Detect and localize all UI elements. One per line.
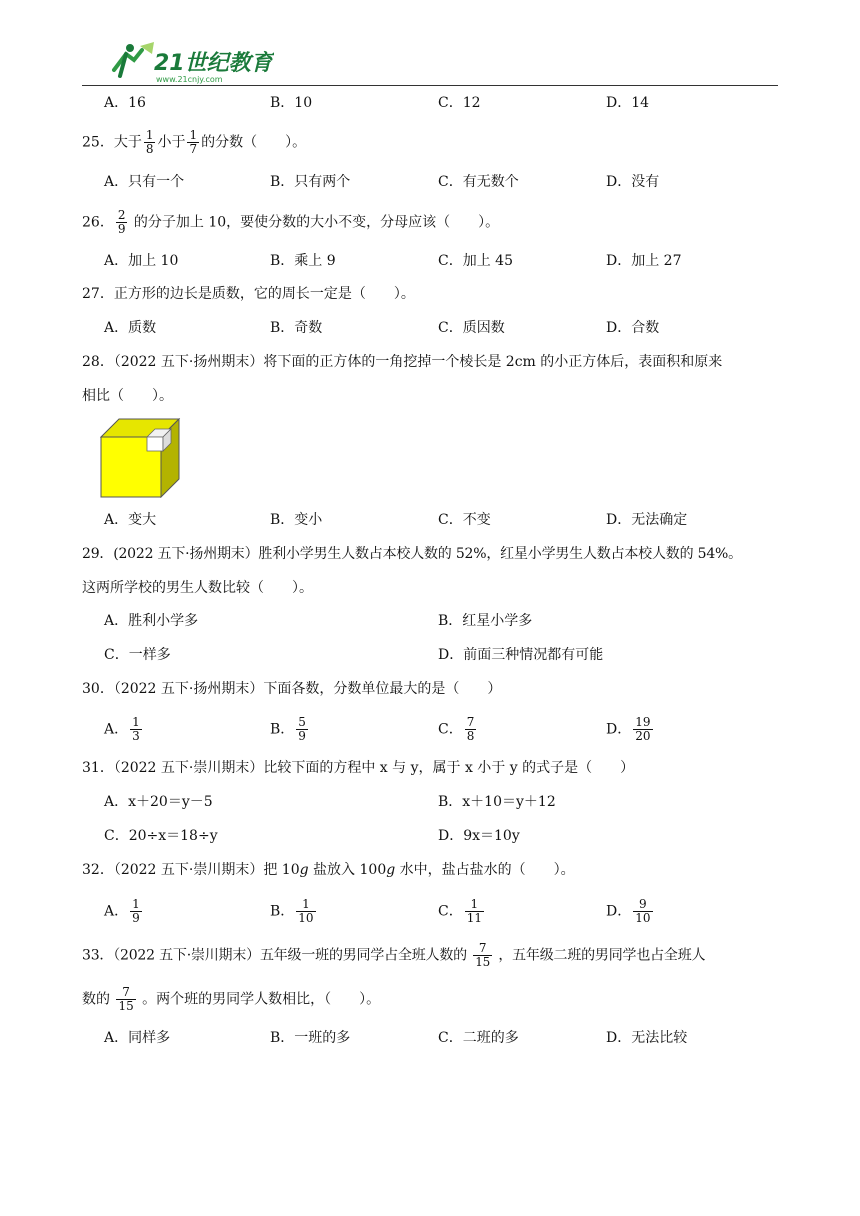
- q26-stem: [82, 209, 499, 236]
- q30-stem: 30．（2022 五下·扬州期末）下面各数，分数单位最大的是（ ）: [82, 681, 502, 697]
- q32-option-b: B． $\frac{1}{10}$: [270, 897, 314, 925]
- q28-option-c: C．不变: [438, 512, 491, 528]
- q31-stem: 31．（2022 五下·崇川期末）比较下面的方程中 x 与 y，属于 x 小于 y 的式子是（ ）: [82, 760, 635, 776]
- q29-option-c: C．一样多: [104, 647, 171, 663]
- q26-option-d: D．加上 27: [606, 253, 682, 269]
- q24-option-b: B．10: [270, 95, 313, 111]
- q30-d-fraction: $\frac{19}{20}$: [635, 715, 651, 743]
- q25-text-2: 小于: [157, 134, 186, 151]
- runner-icon: [114, 42, 154, 76]
- q31-option-d: D．9x＝10y: [438, 828, 520, 844]
- q25-fraction-2: $\frac{1}{7}$: [189, 128, 198, 156]
- q25-option-c: C．有无数个: [438, 174, 519, 190]
- q24-option-c: C．12: [438, 95, 481, 111]
- q30-c-fraction: $\frac{7}{8}$: [466, 715, 475, 743]
- q26-option-c: C．加上 45: [438, 253, 513, 269]
- q32-stem: 32．（2022 五下·崇川期末）把 10g 盐放入 100g 水中，盐占盐水的（ ）。: [82, 862, 575, 878]
- q33-option-c: C．二班的多: [438, 1030, 519, 1046]
- q25-fraction-1: $\frac{1}{8}$: [145, 128, 154, 156]
- q33-stem-line-1: 33．（2022 五下·崇川期末）五年级一班的男同学占全班人数的 $\frac{7}{15}$ ，五年级二班的男同学也占全班人: [82, 941, 706, 969]
- q31-option-a: A．x＋20＝y－5: [104, 794, 213, 810]
- q30-option-a: A． $\frac{1}{3}$: [104, 715, 140, 743]
- q24-option-a: A．16: [104, 95, 146, 111]
- q32-d-fraction: $\frac{9}{10}$: [635, 897, 651, 925]
- q29-stem-line-1: 29．(2022 五下·扬州期末）胜利小学男生人数占本校人数的 52%，红星小学男生人数占本校人数的 54%。: [82, 546, 742, 562]
- logo-title: 21世纪教育: [154, 51, 273, 76]
- cube-figure: [100, 418, 182, 498]
- q33-option-b: B．一班的多: [270, 1030, 351, 1046]
- q25-text-3: 的分数（ ）。: [201, 134, 307, 151]
- q27-option-a: A．质数: [104, 320, 157, 336]
- q30-option-b: B． $\frac{5}{9}$: [270, 715, 306, 743]
- header-rule: [82, 85, 778, 86]
- q29-option-a: A．胜利小学多: [104, 613, 199, 629]
- q30-option-d: D． $\frac{19}{20}$: [606, 715, 651, 743]
- logo-url: www.21cnjy.com: [156, 75, 223, 84]
- q27-option-d: D．合数: [606, 320, 660, 336]
- q26-fraction: $\frac{2}{9}$: [117, 208, 126, 236]
- q27-stem: 27．正方形的边长是质数，它的周长一定是（ ）。: [82, 286, 415, 302]
- q28-option-b: B．变小: [270, 512, 323, 528]
- q25-option-a: A．只有一个: [104, 174, 185, 190]
- q26-option-a: A．加上 10: [104, 253, 179, 269]
- q30-option-c: C． $\frac{7}{8}$: [438, 715, 475, 743]
- q33-option-a: A．同样多: [104, 1030, 171, 1046]
- q33-option-d: D．无法比较: [606, 1030, 688, 1046]
- q26-text: 的分子加上 10，要使分数的大小不变，分母应该（ ）。: [133, 214, 500, 231]
- q31-option-c: C．20÷x＝18÷y: [104, 828, 218, 844]
- q25-number: 25．: [82, 134, 114, 151]
- q26-number: 26．: [82, 214, 114, 231]
- q30-a-fraction: $\frac{1}{3}$: [132, 715, 140, 743]
- q32-option-a: A． $\frac{1}{9}$: [104, 897, 140, 925]
- q30-b-fraction: $\frac{5}{9}$: [298, 715, 306, 743]
- q25-option-d: D．没有: [606, 174, 660, 190]
- q28-stem-line-1: 28．（2022 五下·扬州期末）将下面的正方体的一角挖掉一个棱长是 2cm 的小正方体后，表面积和原来: [82, 354, 723, 370]
- q32-b-fraction: $\frac{1}{10}$: [298, 897, 314, 925]
- q29-option-b: B．红星小学多: [438, 613, 533, 629]
- q32-a-fraction: $\frac{1}{9}$: [132, 897, 140, 925]
- q33-fraction-2: $\frac{7}{15}$: [118, 985, 134, 1013]
- q28-stem-line-2: 相比（ ）。: [82, 388, 173, 404]
- q24-option-d: D．14: [606, 95, 650, 111]
- q33-fraction-1: $\frac{7}{15}$: [475, 941, 491, 969]
- q28-option-d: D．无法确定: [606, 512, 688, 528]
- q28-option-a: A．变大: [104, 512, 157, 528]
- q32-c-fraction: $\frac{1}{11}$: [466, 897, 482, 925]
- q33-stem-line-2: 数的 $\frac{7}{15}$ 。两个班的男同学人数相比，（ ）。: [82, 985, 381, 1013]
- q27-option-b: B．奇数: [270, 320, 323, 336]
- q29-stem-line-2: 这两所学校的男生人数比较（ ）。: [82, 580, 313, 596]
- q31-option-b: B．x＋10＝y＋12: [438, 794, 556, 810]
- q25-text-1: 大于: [113, 134, 142, 151]
- q25-stem: [82, 129, 306, 156]
- q27-option-c: C．质因数: [438, 320, 505, 336]
- q29-option-d: D．前面三种情况都有可能: [438, 647, 604, 663]
- q32-option-d: D． $\frac{9}{10}$: [606, 897, 651, 925]
- q32-option-c: C． $\frac{1}{11}$: [438, 897, 482, 925]
- q25-option-b: B．只有两个: [270, 174, 351, 190]
- q26-option-b: B．乘上 9: [270, 253, 336, 269]
- site-logo: [104, 40, 274, 84]
